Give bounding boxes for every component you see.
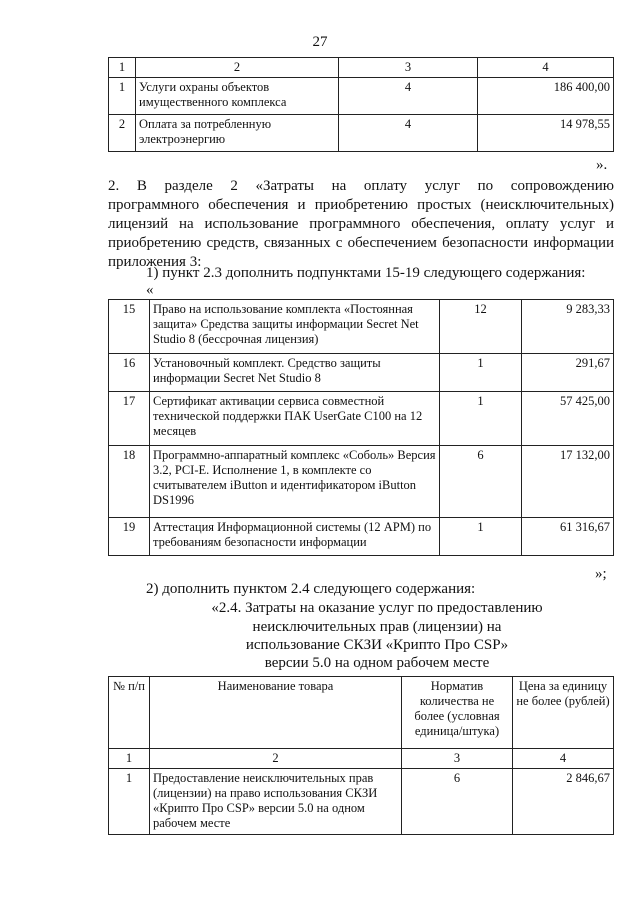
- row-number: 2: [109, 115, 136, 152]
- open-quote-1: «: [146, 282, 154, 298]
- col-index-2: 2: [136, 58, 339, 78]
- item2-intro: 2) дополнить пунктом 2.4 следующего содержания:: [146, 581, 476, 597]
- row-name: Право на использование комплекта «Постоянная защита» Средства защиты информации Secret Net Studio 8 (бессрочная лицензия): [150, 300, 440, 354]
- row-price: 17 132,00: [522, 446, 614, 518]
- item2-title-line-2: неисключительных прав (лицензии) на: [252, 619, 502, 635]
- table-row: [109, 518, 614, 556]
- row-name: Программно-аппаратный комплекс «Соболь» Версия 3.2, PCI-E. Исполнение 1, в комплекте со считывателем iButton и идентификатором iButton DS1996: [150, 446, 440, 518]
- table-row: [109, 300, 614, 354]
- item2-title-line-1: «2.4. Затраты на оказание услуг по предоставлению: [211, 600, 543, 616]
- row-quantity: 1: [440, 392, 522, 446]
- row-quantity: 1: [440, 518, 522, 556]
- col-index-1: 1: [109, 749, 150, 769]
- table-row: [109, 446, 614, 518]
- row-price: 57 425,00: [522, 392, 614, 446]
- row-number: 1: [109, 78, 136, 115]
- table-utility-costs: [108, 57, 614, 152]
- row-name: Услуги охраны объектов имущественного комплекса: [136, 78, 339, 115]
- section2-line-1: 2. В разделе 2 «Затраты на оплату услуг по сопровождению: [108, 178, 614, 194]
- row-name: Предоставление неисключительных прав (лицензии) на право использования СКЗИ «Крипто Про CSP» версии 5.0 на одном рабочем месте: [150, 769, 402, 835]
- section2-line-3: лицензий на использование программного обеспечения, оплату услуг и: [108, 216, 614, 232]
- row-quantity: 1: [440, 354, 522, 392]
- row-quantity: 4: [339, 78, 478, 115]
- col-index-4: 4: [513, 749, 614, 769]
- row-number: 19: [109, 518, 150, 556]
- col-index-2: 2: [150, 749, 402, 769]
- table-crypto-license: [108, 676, 614, 835]
- header-price: Цена за единицу не более (рублей): [513, 677, 614, 749]
- col-index-3: 3: [402, 749, 513, 769]
- row-price: 61 316,67: [522, 518, 614, 556]
- item2-title-line-3: использование СКЗИ «Крипто Про CSP»: [245, 637, 509, 653]
- header-name: Наименование товара: [150, 677, 402, 749]
- section2-line-2: программного обеспечения и приобретению простых (неисключительных): [108, 197, 614, 213]
- table-security-software: [108, 299, 614, 556]
- table-row: [109, 769, 614, 835]
- col-index-3: 3: [339, 58, 478, 78]
- row-quantity: 12: [440, 300, 522, 354]
- table-row: [109, 78, 614, 115]
- row-price: 291,67: [522, 354, 614, 392]
- row-quantity: 4: [339, 115, 478, 152]
- row-name: Аттестация Информационной системы (12 АРМ) по требованиям безопасности информации: [150, 518, 440, 556]
- row-name: Сертификат активации сервиса совместной технической поддержки ПАК UserGate С100 на 12 месяцев: [150, 392, 440, 446]
- item1-intro: 1) пункт 2.3 дополнить подпунктами 15-19 следующего содержания:: [146, 265, 586, 281]
- row-number: 18: [109, 446, 150, 518]
- header-quantity: Норматив количества не более (условная единица/штука): [402, 677, 513, 749]
- row-price: 2 846,67: [513, 769, 614, 835]
- row-quantity: 6: [402, 769, 513, 835]
- closing-quote-2: »;: [595, 566, 607, 582]
- item2-title-line-4: версии 5.0 на одном рабочем месте: [264, 655, 490, 671]
- row-price: 14 978,55: [478, 115, 614, 152]
- section2-line-5: приложения 3:: [108, 254, 202, 270]
- row-number: 17: [109, 392, 150, 446]
- col-index-1: 1: [109, 58, 136, 78]
- row-number: 16: [109, 354, 150, 392]
- page-number: 27: [312, 34, 328, 50]
- row-quantity: 6: [440, 446, 522, 518]
- row-name: Оплата за потребленную электроэнергию: [136, 115, 339, 152]
- header-number: № п/п: [109, 677, 150, 749]
- table-header-row: [109, 58, 614, 78]
- row-price: 186 400,00: [478, 78, 614, 115]
- table-row: [109, 354, 614, 392]
- section2-line-4: приобретению средств, связанных с обеспечением безопасности информации: [108, 235, 614, 251]
- row-number: 1: [109, 769, 150, 835]
- row-number: 15: [109, 300, 150, 354]
- table-row: [109, 115, 614, 152]
- closing-quote-1: ».: [596, 157, 608, 173]
- table-row: [109, 392, 614, 446]
- col-index-4: 4: [478, 58, 614, 78]
- table-header-row: [109, 677, 614, 749]
- table-index-row: [109, 749, 614, 769]
- row-name: Установочный комплект. Средство защиты информации Secret Net Studio 8: [150, 354, 440, 392]
- row-price: 9 283,33: [522, 300, 614, 354]
